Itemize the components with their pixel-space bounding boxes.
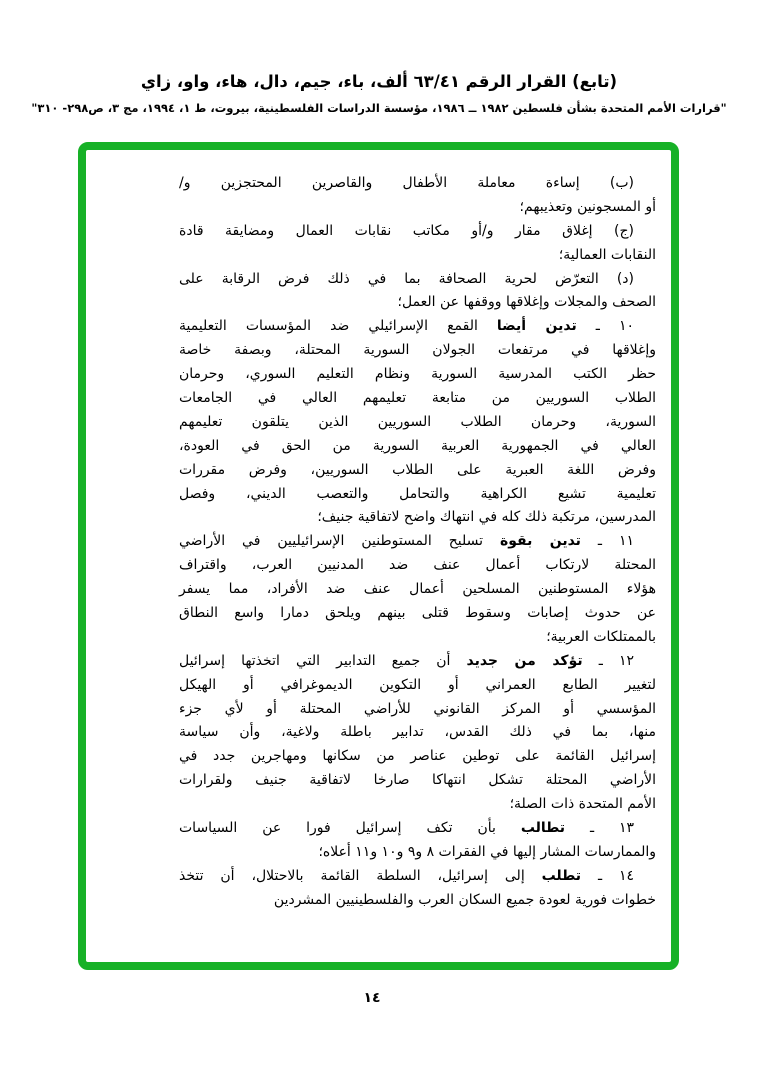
line-text: إلى إسرائيل، السلطة القائمة بالاحتلال، أن تتخذ: [179, 867, 542, 884]
line-text: أو المسجونين وتعذيبهم؛: [519, 198, 656, 215]
text-line: [179, 196, 656, 220]
text-line: [179, 841, 656, 865]
line-text: عن حدوث إصابات وسقوط قتلى بينهم ويلحق دمارا واسع النطاق: [179, 605, 656, 622]
line-text: النقابات العمالية؛: [558, 246, 656, 263]
text-line: [179, 626, 656, 650]
bold-lead-phrase: تؤكد من جديد: [466, 652, 583, 669]
line-text: الصحف والمجلات وإغلاقها ووقفها عن العمل؛: [397, 294, 656, 311]
line-text: الأراضي المحتلة تشكل انتهاكا صارخا لاتفاقية جنيف ولقرارات: [179, 772, 656, 789]
line-text: أن جميع التدابير التي اتخذتها إسرائيل: [179, 652, 467, 669]
line-text: الطلاب السوريين من متابعة تعليمهم العالي في الجامعات: [179, 390, 656, 407]
line-text: هؤلاء المستوطنين المسلحين أعمال عنف ضد الأفراد، مما يسفر: [179, 581, 656, 598]
page-number: ١٤: [363, 990, 381, 1006]
line-text: القمع الإسرائيلي ضد المؤسسات التعليمية: [179, 318, 497, 335]
line-text: منها، بما في ذلك القدس، تدابير باطلة ولاغية، وأن سياسة: [179, 724, 656, 741]
bold-lead-phrase: تدين بقوة: [499, 533, 581, 550]
text-line: [179, 244, 656, 268]
bold-lead-phrase: تدين أيضا: [496, 318, 577, 335]
text-line: [179, 674, 656, 698]
line-text: تعليمية تشيع الكراهية والتحامل والتعصب الديني، وفصل: [179, 485, 656, 502]
text-line: [179, 530, 656, 554]
document-header: [0, 70, 758, 116]
text-line: [179, 506, 656, 530]
text-line: [179, 721, 656, 745]
text-line: [179, 459, 656, 483]
line-text: (ب) إساءة معاملة الأطفال والقاصرين المحتجزين و/: [179, 175, 634, 191]
text-line: [179, 578, 656, 602]
text-line: [179, 817, 656, 841]
line-text: العالي في الجمهورية العربية السورية من الحق في العودة،: [179, 437, 656, 454]
text-line: [179, 483, 656, 507]
source-citation: "قرارات الأمم المتحدة بشأن فلسطين ١٩٨٢ ــ ١٩٨٦، مؤسسة الدراسات الفلسطينية، بيروت، ط ١، ١٩٩٤، مج ٣، ص٢٩٨- ٣١٠": [31, 101, 727, 115]
text-line: [179, 698, 656, 722]
bold-lead-phrase: تطلب: [541, 867, 582, 884]
resolution-title: (تابع) القرار الرقم ٦٣/٤١ ألف، باء، جيم، دال، هاء، واو، زاي: [140, 72, 618, 91]
text-line: [179, 602, 656, 626]
text-line: [179, 172, 656, 196]
resolution-body-text: [179, 172, 656, 913]
text-line: [179, 435, 656, 459]
line-text: بأن تكف إسرائيل فورا عن السياسات: [179, 820, 521, 837]
text-line: [179, 793, 656, 817]
paragraph-marker: ١١ ـ: [580, 533, 634, 550]
text-line: [179, 865, 656, 889]
line-text: الأمم المتحدة ذات الصلة؛: [509, 796, 656, 813]
line-text: تسليح المستوطنين الإسرائيليين في الأراضي: [179, 533, 500, 550]
text-line: [179, 889, 656, 913]
paragraph-marker: ١٤ ـ: [581, 867, 634, 884]
text-line: [179, 339, 656, 363]
line-text: (د) التعرّض لحرية الصحافة بما في ذلك فرض الرقابة على: [179, 270, 634, 287]
line-text: خطوات فورية لعودة جميع السكان العرب والفلسطينيين المشردين: [273, 891, 656, 908]
line-text: والممارسات المشار إليها في الفقرات ٨ و٩ و١٠ و١١ أعلاه؛: [318, 843, 656, 860]
text-line: [179, 387, 656, 411]
line-text: وإغلاقها في مرتفعات الجولان السورية المحتلة، وبصفة خاصة: [179, 342, 656, 359]
text-line: [179, 554, 656, 578]
text-line: [179, 363, 656, 387]
line-text: بالممتلكات العربية؛: [546, 628, 656, 645]
paragraph-marker: ١٣ ـ: [565, 820, 634, 837]
line-text: وفرض اللغة العبرية على الطلاب السوريين، وفرض مقررات: [179, 461, 656, 478]
page-footer: [0, 990, 744, 1006]
text-line: [179, 769, 656, 793]
paragraph-marker: ١٠ ـ: [576, 318, 634, 335]
text-line: [179, 268, 656, 292]
paragraph-marker: ١٢ ـ: [582, 652, 634, 669]
line-text: (ج) إغلاق مقار و/أو مكاتب نقابات العمال ومضايقة قادة: [179, 222, 634, 239]
text-line: [179, 650, 656, 674]
text-line: [179, 315, 656, 339]
text-line: [179, 411, 656, 435]
text-line: [179, 291, 656, 315]
line-text: لتغيير الطابع العمراني أو التكوين الديموغرافي أو الهيكل: [179, 676, 656, 693]
line-text: السورية، وحرمان الطلاب السوريين الذين يتلقون تعليمهم: [179, 413, 656, 430]
text-line: [179, 220, 656, 244]
line-text: المؤسسي أو المركز القانوني للأراضي المحتلة أو لأي جزء: [179, 700, 656, 717]
line-text: حظر الكتب المدرسية السورية ونظام التعليم السوري، وحرمان: [179, 366, 656, 383]
line-text: إسرائيل القائمة على توطين عناصر من سكانها ومهاجرين جدد في: [179, 748, 656, 765]
line-text: المدرسين، مرتكبة ذلك كله في انتهاك واضح لاتفاقية جنيف؛: [317, 509, 656, 526]
text-line: [179, 745, 656, 769]
line-text: المحتلة لارتكاب أعمال عنف ضد المدنيين العرب، واقتراف: [179, 557, 656, 574]
bold-lead-phrase: تطالب: [520, 820, 566, 837]
